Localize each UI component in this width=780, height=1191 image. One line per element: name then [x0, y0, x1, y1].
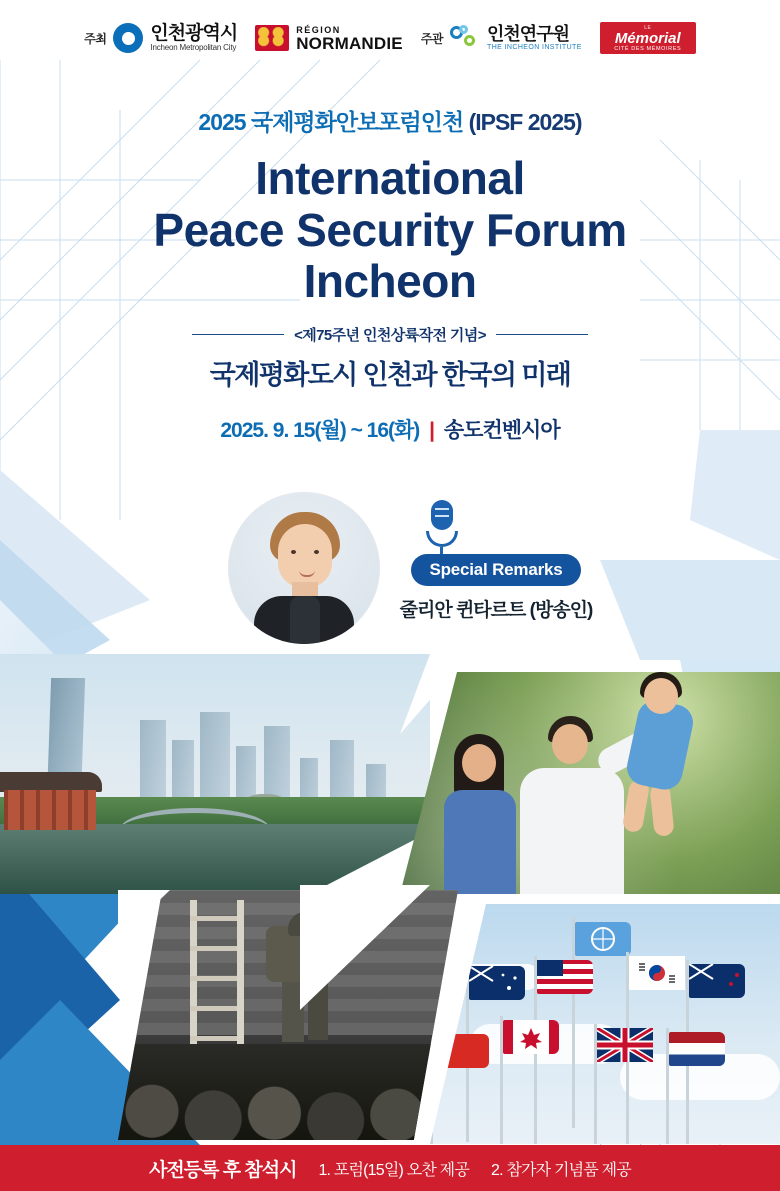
- memorial-top: LE: [644, 24, 652, 31]
- logo-region-normandie: [255, 25, 403, 52]
- event-venue: 송도컨벤시아: [443, 418, 560, 442]
- incheon-city-name-kr: 인천광역시: [150, 22, 238, 44]
- schedule-divider: |: [429, 418, 435, 442]
- speaker-portrait: [228, 492, 380, 644]
- anniversary-row: [0, 324, 780, 345]
- title-block: [0, 104, 780, 444]
- memorial-mid: Mémorial: [614, 29, 681, 47]
- special-remarks-badge: Special Remarks: [411, 554, 580, 586]
- sponsor-logo-bar: [0, 22, 780, 54]
- normandie-line2: NORMANDIE: [296, 33, 403, 53]
- english-title-line3: Incheon: [303, 255, 477, 308]
- incheon-institute-name-kr: 인천연구원: [487, 24, 569, 45]
- korean-title-row: [0, 104, 780, 137]
- organizer-label: 주관: [420, 31, 444, 46]
- english-title: [0, 153, 780, 308]
- footer-benefit-1: 1. 포럼(15일) 오찬 제공: [318, 1161, 469, 1179]
- korean-title: 2025 국제평화안보포럼인천: [198, 109, 464, 135]
- special-remarks-block: [0, 492, 780, 644]
- anniversary-text: <제75주년 인천상륙작전 기념>: [294, 326, 486, 344]
- forum-theme: 국제평화도시 인천과 한국의 미래: [209, 359, 571, 390]
- incheon-institute-icon: [450, 25, 480, 51]
- korean-title-suffix: (IPSF 2025): [468, 109, 582, 135]
- event-date: 2025. 9. 15(월) ~ 16(화): [220, 418, 420, 442]
- incheon-city-icon: [113, 23, 143, 53]
- speaker-name: 줄리안 퀸타르트 (방송인): [399, 600, 593, 621]
- english-title-line2: Peace Security Forum: [153, 203, 627, 256]
- footer-benefit-2: 2. 참가자 기념품 제공: [490, 1161, 631, 1179]
- divider-left: [192, 334, 284, 335]
- footer-notice-bar: [0, 1145, 780, 1191]
- normandie-line1: RÉGION: [296, 24, 341, 35]
- microphone-icon: [424, 500, 460, 548]
- footer-highlight: 사전등록 후 참석시: [149, 1159, 297, 1181]
- divider-right: [496, 334, 588, 335]
- logo-incheon-metropolitan-city: [84, 23, 237, 53]
- english-title-line1: International: [255, 152, 525, 204]
- normandie-flag-icon: [255, 25, 289, 51]
- photo-collage: [0, 640, 780, 1150]
- memorial-bottom: CITÉ DES MÉMOIRES: [614, 45, 682, 52]
- schedule-line: [0, 414, 780, 444]
- logo-memorial-caen: [600, 22, 696, 54]
- incheon-institute-name-en: THE INCHEON INSTITUTE: [487, 43, 582, 51]
- host-label: 주최: [84, 31, 107, 46]
- incheon-city-name-en: Incheon Metropolitan City: [150, 43, 237, 53]
- collage-overlay-shapes: [0, 640, 780, 1150]
- logo-the-incheon-institute: [421, 25, 582, 51]
